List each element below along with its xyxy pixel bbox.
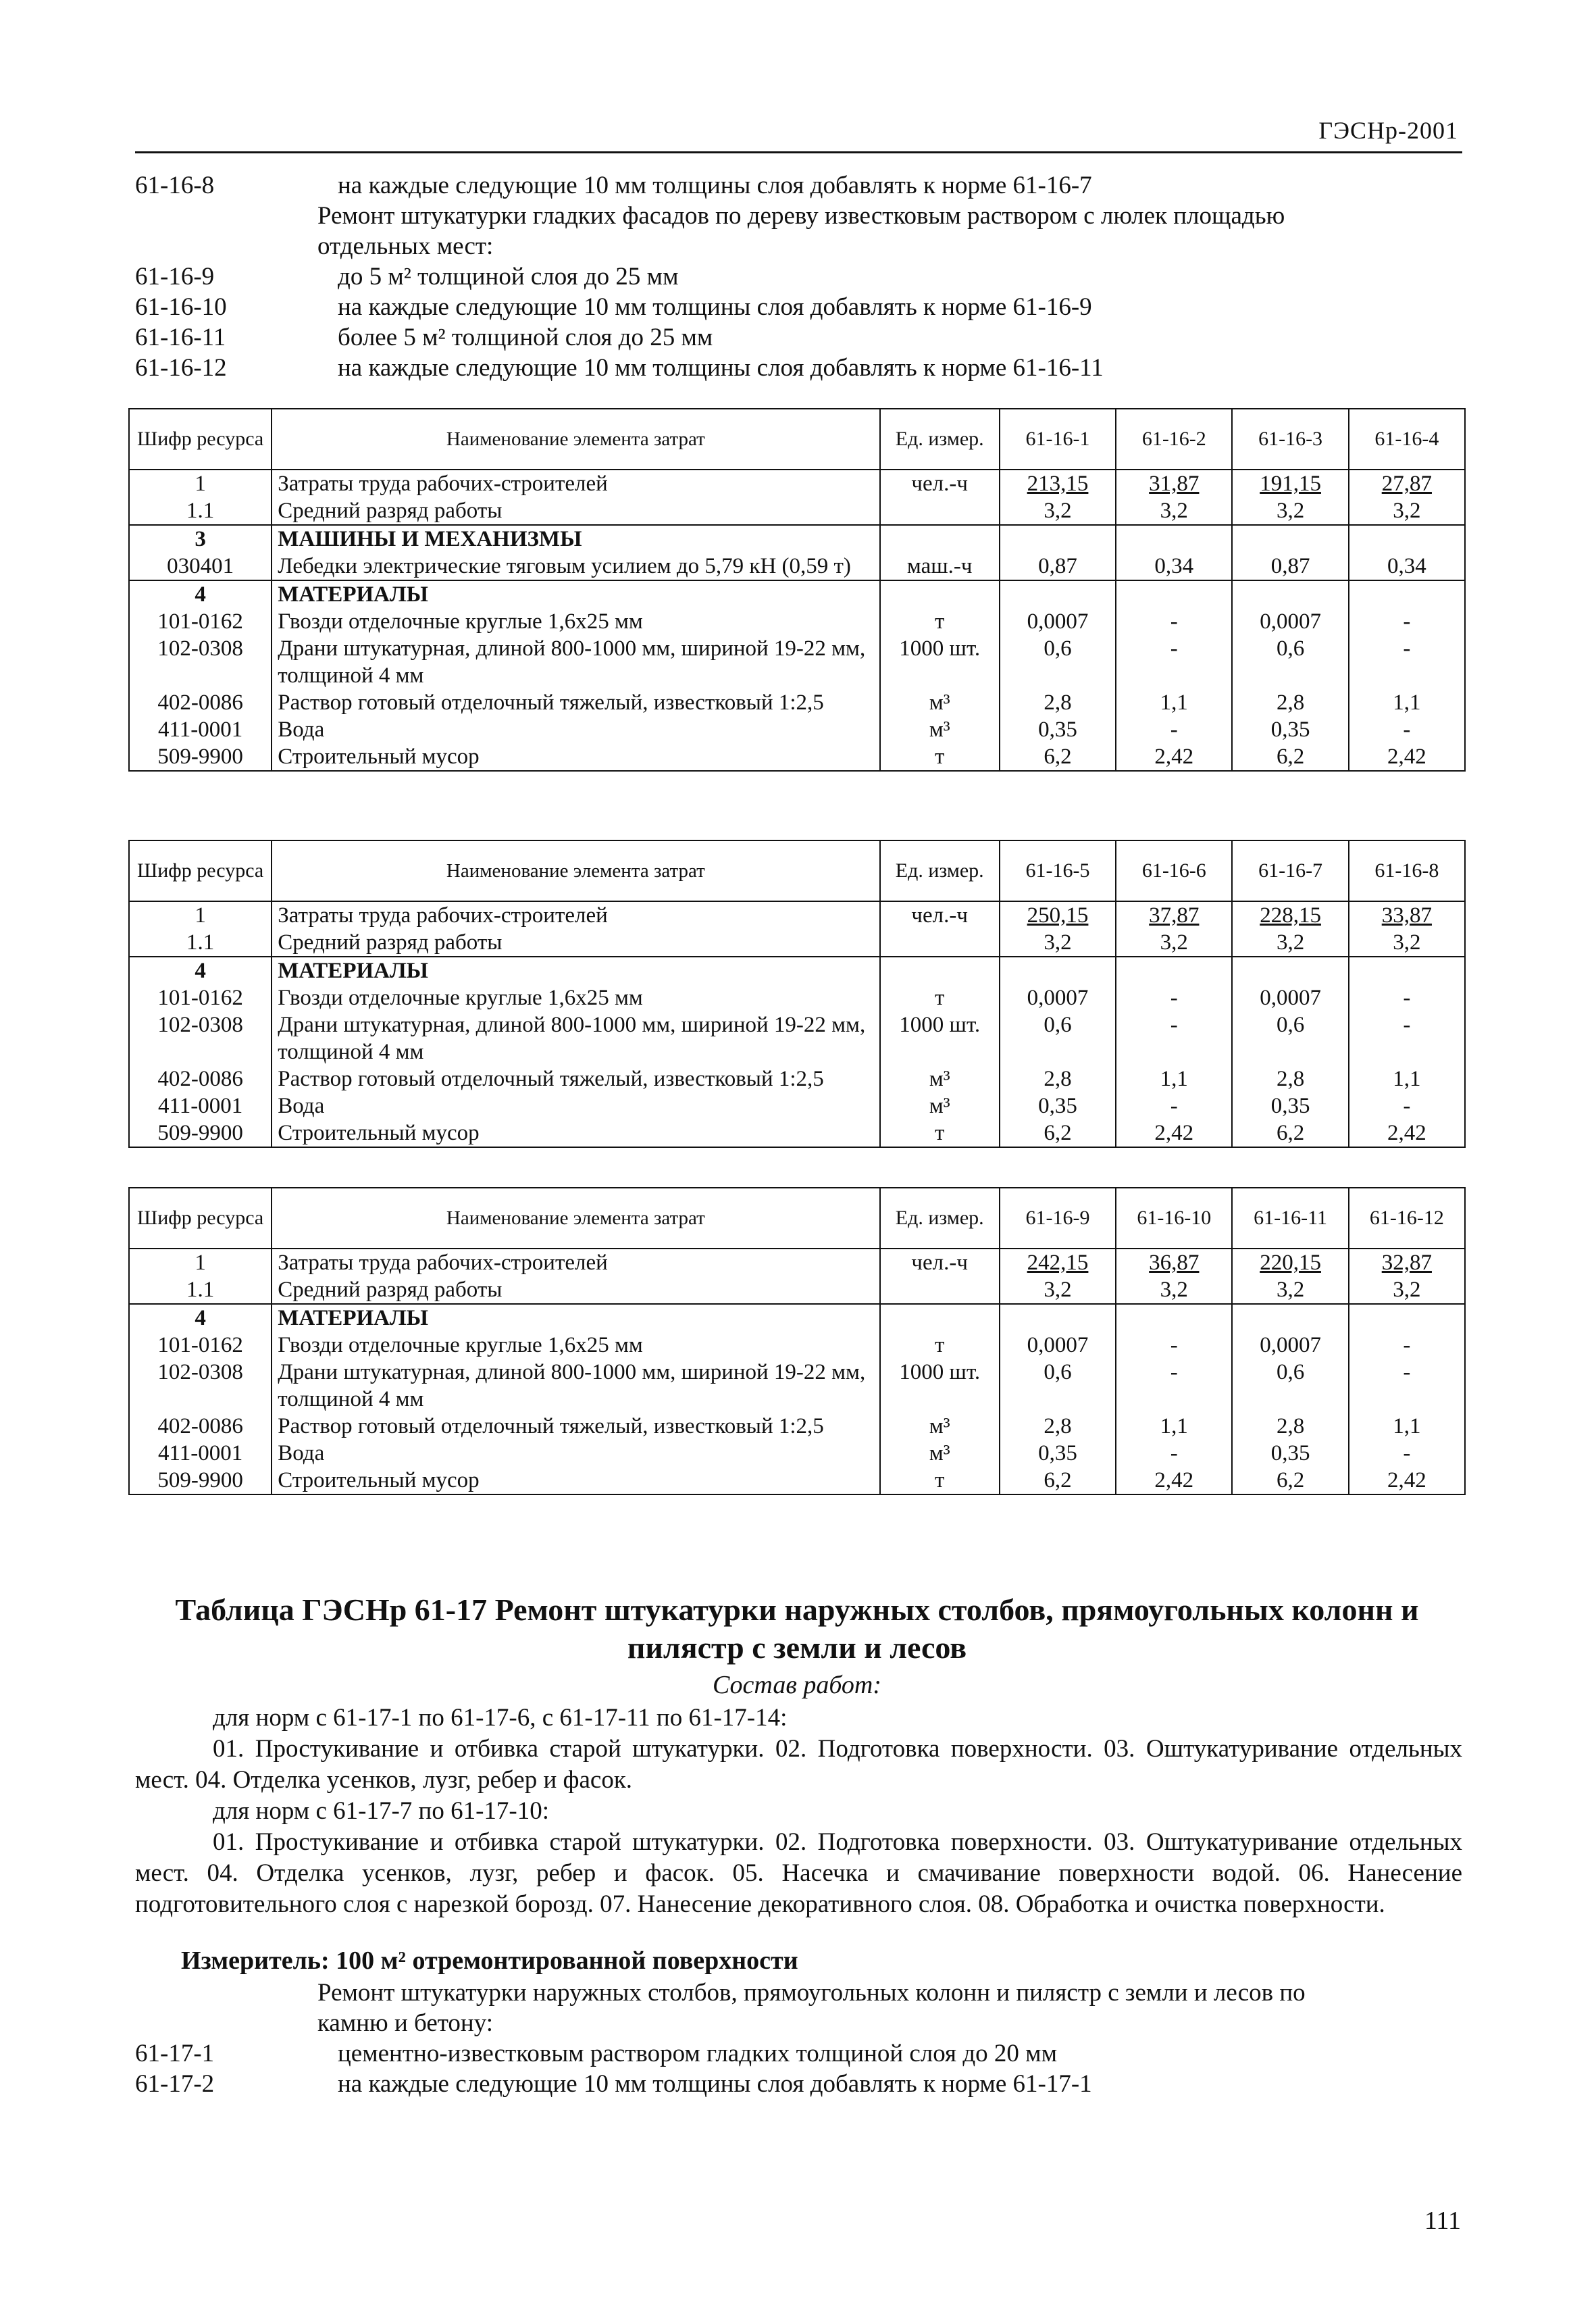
composition-scope-2: для норм с 61-17-7 по 61-17-10: — [213, 1797, 550, 1825]
header-norm-code: 61-16-6 — [1116, 840, 1232, 901]
resource-code: 101-0162 — [129, 984, 272, 1011]
norm-description: на каждые следующие 10 мм толщины слоя добавлять к норме 61-17-1 — [338, 2070, 1092, 2098]
norm-value: - — [1116, 984, 1232, 1011]
cost-element-name: Лебедки электрические тяговым усилием до 5,79 кН (0,59 т) — [272, 553, 879, 580]
norm-value: - — [1349, 1332, 1465, 1359]
norm-value: 2,8 — [1232, 1413, 1348, 1440]
page-header — [135, 114, 1462, 153]
norm-code: 61-17-1 — [135, 2040, 215, 2067]
header-resource-code: Шифр ресурса — [129, 409, 272, 470]
unit-of-measure — [880, 1304, 1000, 1332]
header-norm-code: 61-16-1 — [1000, 409, 1116, 470]
unit-of-measure: т — [880, 1467, 1000, 1494]
norm-value: - — [1349, 716, 1465, 743]
norm-value: 1,1 — [1116, 1065, 1232, 1092]
norm-value: 2,42 — [1116, 1120, 1232, 1147]
resource-code: 102-0308 — [129, 1011, 272, 1065]
norm-row — [135, 2038, 1462, 2069]
norm-value: 2,8 — [1232, 1065, 1348, 1092]
norm-value — [1232, 525, 1348, 553]
composition-label: Состав работ: — [712, 1671, 882, 1699]
norm-description: на каждые следующие 10 мм толщины слоя добавлять к норме 61-16-11 — [338, 354, 1104, 382]
table-row — [129, 525, 1465, 553]
norm-list-61-17 — [135, 1978, 1462, 2099]
unit-of-measure: м³ — [880, 689, 1000, 716]
unit-of-measure: т — [880, 608, 1000, 635]
table-row — [129, 984, 1465, 1011]
header-norm-code: 61-16-12 — [1349, 1188, 1465, 1249]
resource-code: 030401 — [129, 553, 272, 580]
header-resource-code: Шифр ресурса — [129, 840, 272, 901]
norm-value: - — [1116, 608, 1232, 635]
resource-code: 509-9900 — [129, 1467, 272, 1494]
norm-row — [135, 170, 1462, 201]
norm-code: 61-16-12 — [135, 354, 227, 382]
table-header-row — [129, 1188, 1465, 1249]
unit-of-measure: чел.-ч — [880, 470, 1000, 497]
table-row — [129, 497, 1465, 525]
norm-value: 3,2 — [1116, 497, 1232, 525]
norm-value — [1349, 957, 1465, 984]
header-norm-code: 61-16-5 — [1000, 840, 1116, 901]
norm-value: 3,2 — [1000, 929, 1116, 957]
resource-code: 402-0086 — [129, 1065, 272, 1092]
resource-code: 1.1 — [129, 497, 272, 525]
header-unit: Ед. измер. — [880, 1188, 1000, 1249]
resource-code: 1.1 — [129, 929, 272, 957]
norm-value: 1,1 — [1349, 1065, 1465, 1092]
norm-value: 2,42 — [1349, 1120, 1465, 1147]
unit-of-measure: м³ — [880, 1065, 1000, 1092]
table-row — [129, 1120, 1465, 1147]
unit-of-measure — [880, 497, 1000, 525]
table-row — [129, 1304, 1465, 1332]
unit-of-measure — [880, 957, 1000, 984]
cost-element-name: Гвозди отделочные круглые 1,6х25 мм — [272, 608, 879, 635]
unit-of-measure: м³ — [880, 716, 1000, 743]
norm-value: 1,1 — [1116, 689, 1232, 716]
norm-description: на каждые следующие 10 мм толщины слоя добавлять к норме 61-16-7 — [338, 172, 1092, 199]
unit-of-measure: т — [880, 1332, 1000, 1359]
norm-value: - — [1116, 1011, 1232, 1065]
norm-value: 2,8 — [1000, 1065, 1116, 1092]
cost-element-name: Вода — [272, 1092, 879, 1120]
table-row — [129, 1359, 1465, 1413]
norm-value: 2,42 — [1116, 743, 1232, 771]
table-header-row — [129, 409, 1465, 470]
table-row — [129, 1332, 1465, 1359]
header-resource-code: Шифр ресурса — [129, 1188, 272, 1249]
table-row — [129, 553, 1465, 580]
table-row — [129, 1440, 1465, 1467]
norm-value: 2,8 — [1000, 1413, 1116, 1440]
table-row — [129, 957, 1465, 984]
norm-value: 37,87 — [1116, 901, 1232, 929]
norm-value: 0,35 — [1232, 1440, 1348, 1467]
unit-of-measure — [880, 1276, 1000, 1304]
norm-value: 3,2 — [1232, 929, 1348, 957]
table-row — [129, 1413, 1465, 1440]
unit-of-measure: м³ — [880, 1440, 1000, 1467]
cost-element-name: МАТЕРИАЛЫ — [272, 1304, 879, 1332]
header-cost-element: Наименование элемента затрат — [272, 409, 879, 470]
unit-of-measure: т — [880, 1120, 1000, 1147]
resource-code: 411-0001 — [129, 716, 272, 743]
header-norm-code: 61-16-9 — [1000, 1188, 1116, 1249]
norm-value: - — [1116, 1092, 1232, 1120]
norm-value — [1116, 580, 1232, 608]
norm-value: 0,35 — [1232, 1092, 1348, 1120]
resource-table-1 — [128, 408, 1466, 772]
cost-element-name: Раствор готовый отделочный тяжелый, известковый 1:2,5 — [272, 1413, 879, 1440]
norm-code: 61-16-8 — [135, 172, 215, 199]
norm-description: на каждые следующие 10 мм толщины слоя добавлять к норме 61-16-9 — [338, 293, 1092, 321]
norm-description: отдельных мест: — [317, 232, 494, 260]
resource-code: 101-0162 — [129, 1332, 272, 1359]
cost-element-name: МАТЕРИАЛЫ — [272, 580, 879, 608]
norm-value: 0,0007 — [1232, 984, 1348, 1011]
header-norm-code: 61-16-10 — [1116, 1188, 1232, 1249]
norm-value: 0,35 — [1000, 1092, 1116, 1120]
norm-value: 0,0007 — [1000, 984, 1116, 1011]
norm-row — [135, 353, 1462, 383]
norm-code — [135, 2008, 317, 2038]
resource-code: 102-0308 — [129, 1359, 272, 1413]
norm-value: 6,2 — [1232, 1467, 1348, 1494]
norm-row — [135, 2008, 1462, 2038]
norm-value: 0,34 — [1349, 553, 1465, 580]
norm-value: 0,6 — [1232, 1011, 1348, 1065]
resource-code: 101-0162 — [129, 608, 272, 635]
norm-value — [1000, 525, 1116, 553]
norm-description: до 5 м² толщиной слоя до 25 мм — [338, 263, 679, 291]
norm-value: 1,1 — [1116, 1413, 1232, 1440]
norm-value: 6,2 — [1000, 743, 1116, 771]
norm-value: 3,2 — [1232, 497, 1348, 525]
resource-code: 1 — [129, 1249, 272, 1276]
norm-code — [135, 1978, 317, 2008]
norm-value: 0,6 — [1000, 1011, 1116, 1065]
norm-value: 33,87 — [1349, 901, 1465, 929]
composition-steps-1: 01. Простукивание и отбивка старой штукатурки. 02. Подготовка поверхности. 03. Оштукатуривание отдельных мест. 04. Отделка усенков, лузг, ребер и фасок. — [135, 1735, 1462, 1794]
norm-value: 2,42 — [1349, 1467, 1465, 1494]
unit-of-measure: т — [880, 984, 1000, 1011]
norm-value — [1116, 525, 1232, 553]
table-row — [129, 1249, 1465, 1276]
norm-value: 0,87 — [1232, 553, 1348, 580]
norm-value: 220,15 — [1232, 1249, 1348, 1276]
norm-value: 3,2 — [1349, 497, 1465, 525]
norm-value: 3,2 — [1232, 1276, 1348, 1304]
cost-element-name: Драни штукатурная, длиной 800-1000 мм, шириной 19-22 мм, толщиной 4 мм — [272, 1011, 879, 1065]
norm-value — [1232, 580, 1348, 608]
unit-of-measure: т — [880, 743, 1000, 771]
norm-description: цементно-известковым раствором гладких толщиной слоя до 20 мм — [338, 2040, 1057, 2067]
norm-value: 6,2 — [1000, 1467, 1116, 1494]
norm-value: 2,42 — [1116, 1467, 1232, 1494]
header-norm-code: 61-16-2 — [1116, 409, 1232, 470]
resource-code: 402-0086 — [129, 1413, 272, 1440]
cost-element-name: Средний разряд работы — [272, 497, 879, 525]
resource-code: 102-0308 — [129, 635, 272, 689]
table-row — [129, 580, 1465, 608]
cost-element-name: Вода — [272, 716, 879, 743]
norm-value: - — [1349, 1440, 1465, 1467]
norm-value: - — [1349, 1011, 1465, 1065]
table-row — [129, 1467, 1465, 1494]
unit-of-measure: маш.-ч — [880, 553, 1000, 580]
norm-value: 0,35 — [1232, 716, 1348, 743]
norm-list-61-16 — [135, 170, 1462, 383]
norm-value: 3,2 — [1349, 929, 1465, 957]
cost-element-name: Раствор готовый отделочный тяжелый, известковый 1:2,5 — [272, 1065, 879, 1092]
resource-code: 1 — [129, 901, 272, 929]
norm-value — [1232, 957, 1348, 984]
resource-code: 1.1 — [129, 1276, 272, 1304]
norm-value: 2,42 — [1349, 743, 1465, 771]
cost-element-name: Драни штукатурная, длиной 800-1000 мм, шириной 19-22 мм, толщиной 4 мм — [272, 635, 879, 689]
resource-code: 509-9900 — [129, 1120, 272, 1147]
norm-value: 31,87 — [1116, 470, 1232, 497]
norm-row — [135, 322, 1462, 353]
norm-description: Ремонт штукатурки наружных столбов, прямоугольных колонн и пилястр с земли и лесов по — [317, 1979, 1306, 2007]
cost-element-name: Гвозди отделочные круглые 1,6х25 мм — [272, 1332, 879, 1359]
cost-element-name: Вода — [272, 1440, 879, 1467]
norm-description: более 5 м² толщиной слоя до 25 мм — [338, 324, 713, 351]
norm-value: 0,87 — [1000, 553, 1116, 580]
norm-value: - — [1349, 608, 1465, 635]
header-norm-code: 61-16-3 — [1232, 409, 1348, 470]
cost-element-name: Затраты труда рабочих-строителей — [272, 901, 879, 929]
norm-value — [1232, 1304, 1348, 1332]
cost-element-name: Средний разряд работы — [272, 1276, 879, 1304]
norm-value: 0,6 — [1232, 635, 1348, 689]
resource-code: 4 — [129, 957, 272, 984]
unit-of-measure — [880, 929, 1000, 957]
norm-row — [135, 292, 1462, 322]
norm-value: 0,35 — [1000, 1440, 1116, 1467]
header-cost-element: Наименование элемента затрат — [272, 1188, 879, 1249]
resource-code: 1 — [129, 470, 272, 497]
norm-value: 3,2 — [1116, 1276, 1232, 1304]
cost-element-name: Строительный мусор — [272, 1467, 879, 1494]
unit-of-measure: чел.-ч — [880, 901, 1000, 929]
work-composition — [135, 1703, 1462, 1920]
norm-row — [135, 1978, 1462, 2008]
norm-value: 0,6 — [1000, 635, 1116, 689]
norm-value: 3,2 — [1116, 929, 1232, 957]
norm-value: 2,8 — [1232, 689, 1348, 716]
norm-value: - — [1116, 1359, 1232, 1413]
header-unit: Ед. измер. — [880, 840, 1000, 901]
norm-value: 250,15 — [1000, 901, 1116, 929]
unit-of-measure: м³ — [880, 1092, 1000, 1120]
table-row — [129, 608, 1465, 635]
norm-value: - — [1349, 984, 1465, 1011]
page-number: 111 — [1424, 2207, 1461, 2235]
cost-element-name: МАШИНЫ И МЕХАНИЗМЫ — [272, 525, 879, 553]
norm-value: 0,6 — [1000, 1359, 1116, 1413]
header-norm-code: 61-16-8 — [1349, 840, 1465, 901]
norm-value: 191,15 — [1232, 470, 1348, 497]
norm-value: - — [1349, 635, 1465, 689]
norm-code: 61-16-9 — [135, 263, 215, 291]
header-norm-code: 61-16-7 — [1232, 840, 1348, 901]
norm-value: 32,87 — [1349, 1249, 1465, 1276]
norm-value — [1000, 957, 1116, 984]
norm-value: 3,2 — [1349, 1276, 1465, 1304]
norm-value: 0,0007 — [1000, 608, 1116, 635]
cost-element-name: Средний разряд работы — [272, 929, 879, 957]
cost-element-name: Затраты труда рабочих-строителей — [272, 1249, 879, 1276]
norm-row — [135, 2069, 1462, 2099]
norm-description: Ремонт штукатурки гладких фасадов по дереву известковым раствором с люлек площадью — [317, 202, 1285, 230]
cost-element-name: Раствор готовый отделочный тяжелый, известковый 1:2,5 — [272, 689, 879, 716]
header-unit: Ед. измер. — [880, 409, 1000, 470]
unit-of-measure: чел.-ч — [880, 1249, 1000, 1276]
table-row — [129, 1276, 1465, 1304]
norm-value: - — [1116, 1332, 1232, 1359]
norm-value: 6,2 — [1232, 1120, 1348, 1147]
unit-of-measure: 1000 шт. — [880, 635, 1000, 689]
norm-code: 61-16-11 — [135, 324, 226, 351]
table-row — [129, 716, 1465, 743]
resource-code: 3 — [129, 525, 272, 553]
norm-value: 0,34 — [1116, 553, 1232, 580]
cost-element-name: Строительный мусор — [272, 743, 879, 771]
norm-value — [1000, 1304, 1116, 1332]
norm-code: 61-16-10 — [135, 293, 227, 321]
norm-value: 0,6 — [1232, 1359, 1348, 1413]
table-row — [129, 901, 1465, 929]
norm-code — [135, 231, 317, 261]
cost-element-name: МАТЕРИАЛЫ — [272, 957, 879, 984]
table-row — [129, 1065, 1465, 1092]
cost-element-name: Строительный мусор — [272, 1120, 879, 1147]
resource-table-3 — [128, 1187, 1466, 1495]
norm-value: 27,87 — [1349, 470, 1465, 497]
norm-value — [1349, 525, 1465, 553]
table-row — [129, 1011, 1465, 1065]
norm-value: 0,0007 — [1232, 1332, 1348, 1359]
norm-value: - — [1349, 1359, 1465, 1413]
resource-table-2 — [128, 840, 1466, 1148]
composition-steps-2: 01. Простукивание и отбивка старой штукатурки. 02. Подготовка поверхности. 03. Оштукатуривание отдельных мест. 04. Отделка усенков, лузг, ребер и фасок. 05. Насечка и смачивание поверхности водой. 06. Нанесение подготовительного слоя с нарезкой борозд. 07. Нанесение декоративного слоя. 08. Обработка и очистка поверхности. — [135, 1828, 1462, 1918]
norm-value: - — [1116, 1440, 1232, 1467]
resource-code: 402-0086 — [129, 689, 272, 716]
table-row — [129, 470, 1465, 497]
norm-value: 213,15 — [1000, 470, 1116, 497]
norm-value: - — [1116, 716, 1232, 743]
table-row — [129, 689, 1465, 716]
table-row — [129, 743, 1465, 771]
norm-value: 6,2 — [1000, 1120, 1116, 1147]
norm-value: 0,35 — [1000, 716, 1116, 743]
resource-code: 411-0001 — [129, 1092, 272, 1120]
norm-value: 0,0007 — [1232, 608, 1348, 635]
norm-value: 6,2 — [1232, 743, 1348, 771]
unit-of-measure — [880, 525, 1000, 553]
unit-of-measure: м³ — [880, 1413, 1000, 1440]
norm-code — [135, 201, 317, 231]
cost-element-name: Затраты труда рабочих-строителей — [272, 470, 879, 497]
norm-value — [1000, 580, 1116, 608]
resource-code: 4 — [129, 1304, 272, 1332]
unit-of-measure — [880, 580, 1000, 608]
norm-value: 3,2 — [1000, 497, 1116, 525]
norm-value: 242,15 — [1000, 1249, 1116, 1276]
header-norm-code: 61-16-11 — [1232, 1188, 1348, 1249]
section-title: Таблица ГЭСНр 61-17 Ремонт штукатурки наружных столбов, прямоугольных колонн и пилястр с земли и лесов — [175, 1592, 1419, 1665]
norm-value: 0,0007 — [1000, 1332, 1116, 1359]
norm-value: 2,8 — [1000, 689, 1116, 716]
document-code: ГЭСНр-2001 — [1318, 117, 1458, 144]
unit-of-measure: 1000 шт. — [880, 1011, 1000, 1065]
norm-value: - — [1116, 635, 1232, 689]
norm-value: 36,87 — [1116, 1249, 1232, 1276]
measure-unit: Измеритель: 100 м² отремонтированной поверхности — [181, 1946, 798, 1975]
norm-value — [1349, 580, 1465, 608]
resource-code: 509-9900 — [129, 743, 272, 771]
norm-row — [135, 261, 1462, 292]
norm-value: 1,1 — [1349, 689, 1465, 716]
resource-code: 411-0001 — [129, 1440, 272, 1467]
norm-value: 228,15 — [1232, 901, 1348, 929]
unit-of-measure: 1000 шт. — [880, 1359, 1000, 1413]
header-norm-code: 61-16-4 — [1349, 409, 1465, 470]
table-row — [129, 635, 1465, 689]
norm-value: 3,2 — [1000, 1276, 1116, 1304]
norm-description: камню и бетону: — [317, 2009, 494, 2037]
cost-element-name: Гвозди отделочные круглые 1,6х25 мм — [272, 984, 879, 1011]
norm-value: - — [1349, 1092, 1465, 1120]
cost-element-name: Драни штукатурная, длиной 800-1000 мм, шириной 19-22 мм, толщиной 4 мм — [272, 1359, 879, 1413]
norm-code: 61-17-2 — [135, 2070, 215, 2098]
norm-row — [135, 201, 1462, 231]
table-row — [129, 929, 1465, 957]
resource-code: 4 — [129, 580, 272, 608]
header-cost-element: Наименование элемента затрат — [272, 840, 879, 901]
norm-value — [1116, 957, 1232, 984]
norm-value: 1,1 — [1349, 1413, 1465, 1440]
norm-row — [135, 231, 1462, 261]
norm-value — [1116, 1304, 1232, 1332]
table-header-row — [129, 840, 1465, 901]
table-row — [129, 1092, 1465, 1120]
composition-scope-1: для норм с 61-17-1 по 61-17-6, с 61-17-11 по 61-17-14: — [213, 1704, 788, 1732]
norm-value — [1349, 1304, 1465, 1332]
